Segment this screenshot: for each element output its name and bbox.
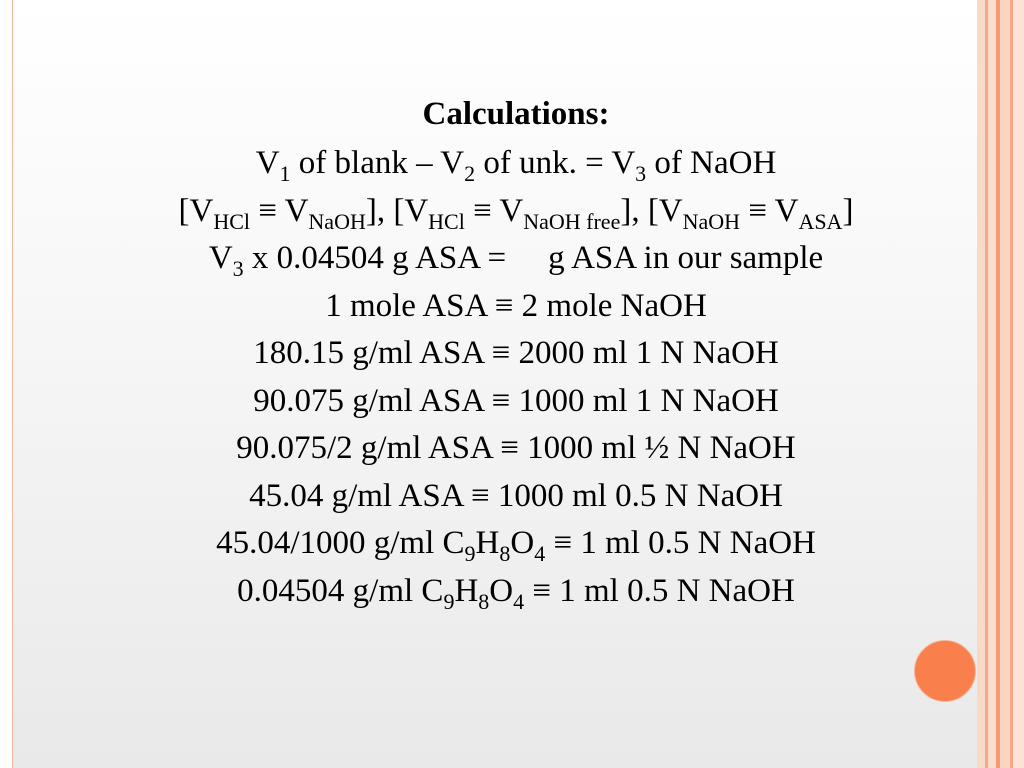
subscript: 8 xyxy=(478,588,490,614)
text-run: of unk. = V xyxy=(475,145,636,181)
slide-content xyxy=(13,88,1019,615)
subscript: 1 xyxy=(279,161,291,186)
subscript: 4 xyxy=(513,588,525,614)
text-run: O xyxy=(489,572,514,609)
text-run: ] xyxy=(842,192,854,229)
slide-title: Calculations: xyxy=(422,96,610,132)
formula-line: 90.075/2 g/ml ASA ≡ 1000 ml ½ N NaOH xyxy=(236,430,796,466)
text-run: ≡ V xyxy=(464,192,524,229)
text-run: of NaOH xyxy=(646,145,777,181)
text-run: H xyxy=(475,525,500,561)
text-run: 45.04/1000 g/ml C xyxy=(216,525,465,561)
formula-line-c9h8o4-1000 xyxy=(13,520,1019,568)
text-run: ], [V xyxy=(620,192,683,229)
text-run: x 0.04504 g ASA = xyxy=(243,240,507,276)
subscript: 3 xyxy=(232,256,244,281)
subscript: HCl xyxy=(428,208,465,234)
text-run: O xyxy=(510,525,535,561)
subscript: HCl xyxy=(213,208,251,234)
subscript: ASA xyxy=(798,208,843,234)
text-run: g ASA in our sample xyxy=(548,240,824,276)
subscript: NaOH free xyxy=(523,208,621,234)
text-run: V xyxy=(255,145,280,181)
subscript: NaOH xyxy=(308,208,366,234)
text-run: ≡ 1 ml 0.5 N NaOH xyxy=(524,572,795,609)
text-run: ], [V xyxy=(365,192,429,229)
text-run: 0.04504 g/ml C xyxy=(237,572,444,609)
subscript: 9 xyxy=(464,541,476,566)
formula-line: 90.075 g/ml ASA ≡ 1000 ml 1 N NaOH xyxy=(253,382,779,419)
decorative-circle xyxy=(914,640,976,702)
text-run: [V xyxy=(178,192,214,229)
subscript: NaOH xyxy=(682,208,741,234)
text-run: ≡ 1 ml 0.5 N NaOH xyxy=(545,525,816,561)
text-run: of blank – V xyxy=(290,145,465,181)
text-run: V xyxy=(208,240,233,276)
subscript: 9 xyxy=(443,588,455,614)
text-run: ≡ V xyxy=(250,192,309,229)
formula-line-c9h8o4 xyxy=(13,568,1019,616)
formula-line-sample xyxy=(13,235,1019,283)
subscript: 4 xyxy=(534,541,546,566)
formula-line: 180.15 g/ml ASA ≡ 2000 ml 1 N NaOH xyxy=(253,335,779,371)
text-run: H xyxy=(454,572,479,609)
text-run: ≡ V xyxy=(740,192,799,229)
formula-line: 1 mole ASA ≡ 2 mole NaOH xyxy=(325,287,707,324)
formula-line-equivalence xyxy=(13,188,1019,236)
subscript: 2 xyxy=(464,161,476,186)
subscript: 8 xyxy=(499,541,511,566)
subscript: 3 xyxy=(635,161,647,186)
formula-line-volume xyxy=(13,140,1019,188)
formula-line: 45.04 g/ml ASA ≡ 1000 ml 0.5 N NaOH xyxy=(249,477,783,514)
